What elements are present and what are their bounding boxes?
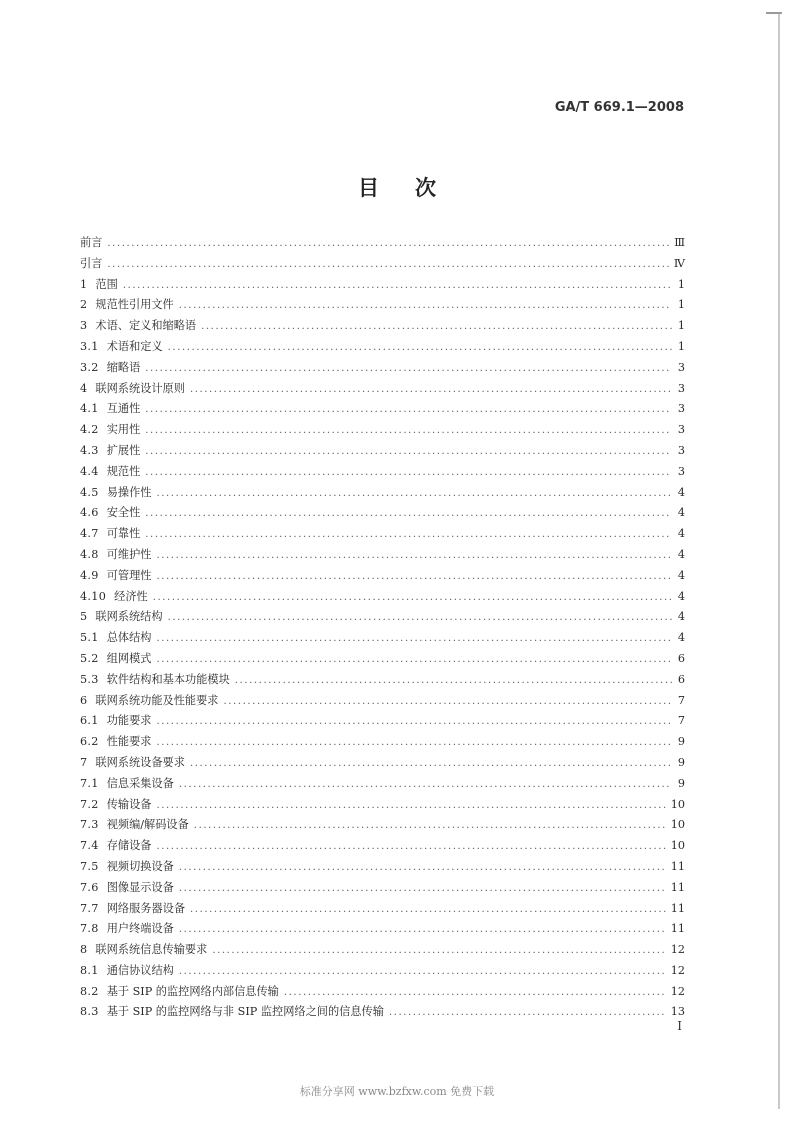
toc-entry[interactable] xyxy=(80,462,685,483)
toc-leader-dots xyxy=(145,400,672,421)
toc-entry-number: 6.2 xyxy=(80,735,99,749)
toc-leader-dots xyxy=(179,858,666,879)
toc-entry-number: 7.4 xyxy=(80,839,99,853)
toc-entry[interactable] xyxy=(80,982,685,1003)
toc-entry-page: Ⅳ xyxy=(673,256,685,270)
toc-leader-dots xyxy=(168,338,672,359)
toc-entry[interactable] xyxy=(80,233,685,254)
toc-leader-dots xyxy=(168,608,672,629)
toc-entry-number: 3.2 xyxy=(80,360,99,374)
toc-entry-page: 4 xyxy=(677,547,685,561)
toc-entry-page: 12 xyxy=(670,963,685,977)
toc-entry-number: 5.3 xyxy=(80,672,99,686)
toc-entry-label: 易操作性 xyxy=(106,485,152,499)
toc-entry-page: 11 xyxy=(670,901,685,915)
toc-entry-page: 13 xyxy=(670,1005,685,1019)
toc-entry[interactable] xyxy=(80,649,685,670)
toc-entry[interactable] xyxy=(80,857,685,878)
toc-entry-label: 通信协议结构 xyxy=(106,963,174,977)
toc-entry-number: 4.10 xyxy=(80,589,107,603)
toc-entry-page: 3 xyxy=(677,381,685,395)
toc-entry-label: 性能要求 xyxy=(106,735,152,749)
toc-entry-label: 总体结构 xyxy=(106,631,152,645)
toc-leader-dots xyxy=(145,463,672,484)
toc-entry-label: 规范性 xyxy=(106,464,141,478)
toc-entry-page: 7 xyxy=(677,693,685,707)
toc-leader-dots xyxy=(284,983,666,1004)
toc-leader-dots xyxy=(224,692,673,713)
toc-entry[interactable] xyxy=(80,254,685,275)
toc-entry-label: 安全性 xyxy=(106,506,141,520)
toc-entry-page: 3 xyxy=(677,443,685,457)
toc-entry[interactable] xyxy=(80,566,685,587)
toc-leader-dots xyxy=(179,920,666,941)
toc-entry-number: 7 xyxy=(80,755,88,769)
toc-leader-dots xyxy=(201,317,672,338)
toc-entry-page: 4 xyxy=(677,610,685,624)
toc-entry[interactable] xyxy=(80,358,685,379)
toc-entry[interactable] xyxy=(80,691,685,712)
toc-entry-page: 9 xyxy=(677,776,685,790)
toc-entry[interactable] xyxy=(80,919,685,940)
toc-entry-label: 缩略语 xyxy=(106,360,141,374)
toc-entry-page: 7 xyxy=(677,714,685,728)
toc-leader-dots xyxy=(179,775,672,796)
toc-entry-number: 7.7 xyxy=(80,901,99,915)
toc-entry-label: 联网系统信息传输要求 xyxy=(95,943,208,957)
toc-entry[interactable] xyxy=(80,379,685,400)
toc-entry[interactable] xyxy=(80,899,685,920)
toc-entry-label: 软件结构和基本功能模块 xyxy=(106,672,230,686)
toc-entry-number: 4.4 xyxy=(80,464,99,478)
toc-entry[interactable] xyxy=(80,1002,685,1023)
toc-entry-label: 视频切换设备 xyxy=(106,859,174,873)
toc-entry-number: 4.3 xyxy=(80,443,99,457)
toc-leader-dots xyxy=(235,671,672,692)
toc-entry-number: 4.9 xyxy=(80,568,99,582)
toc-leader-dots xyxy=(212,941,665,962)
toc-entry[interactable] xyxy=(80,878,685,899)
toc-entry-number: 5.2 xyxy=(80,651,99,665)
corner-mark xyxy=(766,12,782,14)
toc-leader-dots xyxy=(156,546,672,567)
toc-leader-dots xyxy=(156,712,672,733)
toc-entry-page: 10 xyxy=(670,839,685,853)
toc-leader-dots xyxy=(107,255,668,276)
toc-entry-page: 3 xyxy=(677,402,685,416)
toc-entry-page: 4 xyxy=(677,527,685,541)
toc-entry-page: 12 xyxy=(670,943,685,957)
toc-entry-page: 1 xyxy=(677,298,685,312)
toc-leader-dots xyxy=(190,900,666,921)
toc-entry-label: 存储设备 xyxy=(106,839,152,853)
toc-entry-number: 4.7 xyxy=(80,527,99,541)
toc-entry[interactable] xyxy=(80,316,685,337)
toc-entry-label: 信息采集设备 xyxy=(106,776,174,790)
toc-entry-number: 7.3 xyxy=(80,818,99,832)
toc-entry-label: 联网系统设备要求 xyxy=(95,755,185,769)
toc-entry-label: 可靠性 xyxy=(106,527,141,541)
toc-entry-page: 1 xyxy=(677,277,685,291)
toc-entry[interactable] xyxy=(80,524,685,545)
toc-leader-dots xyxy=(389,1003,666,1024)
toc-leader-dots xyxy=(145,421,672,442)
toc-entry-number: 8 xyxy=(80,943,88,957)
toc-leader-dots xyxy=(145,504,672,525)
toc-entry-number: 7.1 xyxy=(80,776,99,790)
toc-entry-number: 7.2 xyxy=(80,797,99,811)
toc-entry[interactable] xyxy=(80,483,685,504)
toc-entry-number: 3 xyxy=(80,319,88,333)
toc-entry[interactable] xyxy=(80,961,685,982)
toc-entry-page: 11 xyxy=(670,859,685,873)
toc-entry-number: 5.1 xyxy=(80,631,99,645)
toc-entry-label: 前言 xyxy=(80,236,103,249)
toc-entry[interactable] xyxy=(80,503,685,524)
toc-leader-dots xyxy=(190,380,672,401)
toc-leader-dots xyxy=(156,567,672,588)
toc-entry-label: 互通性 xyxy=(106,402,141,416)
toc-entry[interactable] xyxy=(80,753,685,774)
toc-entry-page: 10 xyxy=(670,797,685,811)
toc-leader-dots xyxy=(145,525,672,546)
toc-entry-page: 4 xyxy=(677,589,685,603)
toc-entry[interactable] xyxy=(80,420,685,441)
toc-entry-page: 6 xyxy=(677,651,685,665)
toc-entry-number: 4.1 xyxy=(80,402,99,416)
toc-entry[interactable] xyxy=(80,711,685,732)
toc-leader-dots xyxy=(153,588,672,609)
toc-leader-dots xyxy=(123,276,672,297)
toc-entry[interactable] xyxy=(80,774,685,795)
toc-entry[interactable] xyxy=(80,275,685,296)
toc-entry-number: 6.1 xyxy=(80,714,99,728)
toc-entry-label: 联网系统结构 xyxy=(95,610,163,624)
toc-entry[interactable] xyxy=(80,295,685,316)
toc-entry-page: 4 xyxy=(677,485,685,499)
toc-entry-number: 2 xyxy=(80,298,88,312)
toc-leader-dots xyxy=(107,234,669,255)
toc-entry-label: 视频编/解码设备 xyxy=(106,818,189,832)
toc-entry[interactable] xyxy=(80,836,685,857)
toc-entry-page: Ⅲ xyxy=(674,236,685,249)
toc-entry-page: 3 xyxy=(677,360,685,374)
toc-entry-number: 7.8 xyxy=(80,922,99,936)
toc-entry-number: 5 xyxy=(80,610,88,624)
toc-entry-label: 用户终端设备 xyxy=(106,922,174,936)
toc-leader-dots xyxy=(156,650,672,671)
toc-title xyxy=(0,172,794,202)
toc-entry[interactable] xyxy=(80,399,685,420)
toc-leader-dots xyxy=(179,962,666,983)
toc-entry-page: 3 xyxy=(677,423,685,437)
toc-title-char: 次 xyxy=(415,176,436,200)
toc-title-char: 目 xyxy=(358,176,379,200)
toc-entry-page: 9 xyxy=(677,755,685,769)
toc-entry-page: 1 xyxy=(677,319,685,333)
toc-leader-dots xyxy=(156,484,672,505)
page-folio: I xyxy=(677,1019,682,1033)
toc-leader-dots xyxy=(145,359,672,380)
toc-entry-number: 3.1 xyxy=(80,339,99,353)
toc-leader-dots xyxy=(156,733,672,754)
toc-leader-dots xyxy=(194,816,666,837)
toc-entry[interactable] xyxy=(80,795,685,816)
toc-entry-number: 8.1 xyxy=(80,963,99,977)
toc-entry-label: 功能要求 xyxy=(106,714,152,728)
toc-entry[interactable] xyxy=(80,940,685,961)
toc-entry-label: 扩展性 xyxy=(106,443,141,457)
toc-entry-label: 术语、定义和缩略语 xyxy=(95,319,197,333)
toc-leader-dots xyxy=(156,796,665,817)
toc-entry-number: 7.5 xyxy=(80,859,99,873)
toc-leader-dots xyxy=(179,296,672,317)
toc-entry-page: 11 xyxy=(670,880,685,894)
toc-entry-number: 4.6 xyxy=(80,506,99,520)
toc-entry[interactable] xyxy=(80,545,685,566)
toc-entry-page: 9 xyxy=(677,735,685,749)
toc-entry[interactable] xyxy=(80,670,685,691)
toc-entry-label: 网络服务器设备 xyxy=(106,901,186,915)
footer-watermark: 标准分享网 www.bzfxw.com 免费下载 xyxy=(299,1085,495,1098)
toc-entry-label: 联网系统设计原则 xyxy=(95,381,185,395)
toc-entry-page: 3 xyxy=(677,464,685,478)
toc-entry[interactable] xyxy=(80,607,685,628)
toc-entry-page: 4 xyxy=(677,506,685,520)
toc-entry[interactable] xyxy=(80,587,685,608)
toc-entry-label: 图像显示设备 xyxy=(106,880,174,894)
toc-entry-page: 4 xyxy=(677,568,685,582)
toc-entry-label: 联网系统功能及性能要求 xyxy=(95,693,219,707)
toc-entry-label: 规范性引用文件 xyxy=(95,298,174,312)
toc-entry-label: 范围 xyxy=(95,277,118,291)
toc-entry-page: 1 xyxy=(677,339,685,353)
toc-entry-label: 可维护性 xyxy=(106,547,152,561)
toc-entry-label: 实用性 xyxy=(106,423,141,437)
toc-entry-page: 11 xyxy=(670,922,685,936)
toc-entry-label: 术语和定义 xyxy=(106,339,163,353)
toc-entry-number: 4.5 xyxy=(80,485,99,499)
toc-entry-number: 4 xyxy=(80,381,88,395)
toc-entry-label: 引言 xyxy=(80,256,103,270)
toc-entry-label: 组网模式 xyxy=(106,651,152,665)
toc-entry-number: 1 xyxy=(80,277,88,291)
toc-leader-dots xyxy=(190,754,672,775)
table-of-contents xyxy=(80,233,685,1023)
toc-leader-dots xyxy=(156,837,665,858)
toc-entry-page: 10 xyxy=(670,818,685,832)
toc-leader-dots xyxy=(145,442,672,463)
toc-entry-number: 6 xyxy=(80,693,88,707)
toc-entry[interactable] xyxy=(80,337,685,358)
toc-entry-page: 12 xyxy=(670,984,685,998)
toc-entry-page: 6 xyxy=(677,672,685,686)
toc-entry[interactable] xyxy=(80,732,685,753)
toc-entry-label: 传输设备 xyxy=(106,797,152,811)
toc-leader-dots xyxy=(156,629,672,650)
toc-entry-number: 8.3 xyxy=(80,1005,99,1019)
toc-entry-number: 4.8 xyxy=(80,547,99,561)
toc-entry-number: 7.6 xyxy=(80,880,99,894)
toc-entry[interactable] xyxy=(80,815,685,836)
toc-entry[interactable] xyxy=(80,441,685,462)
toc-entry-number: 8.2 xyxy=(80,984,99,998)
toc-entry-label: 经济性 xyxy=(114,589,148,603)
toc-entry-label: 基于 SIP 的监控网络内部信息传输 xyxy=(106,984,279,998)
toc-entry-label: 基于 SIP 的监控网络与非 SIP 监控网络之间的信息传输 xyxy=(106,1005,384,1019)
toc-leader-dots xyxy=(179,879,666,900)
document-code: GA/T 669.1—2008 xyxy=(554,100,684,115)
toc-entry[interactable] xyxy=(80,628,685,649)
toc-entry-number: 4.2 xyxy=(80,423,99,437)
toc-entry-page: 4 xyxy=(677,631,685,645)
toc-entry-label: 可管理性 xyxy=(106,568,152,582)
